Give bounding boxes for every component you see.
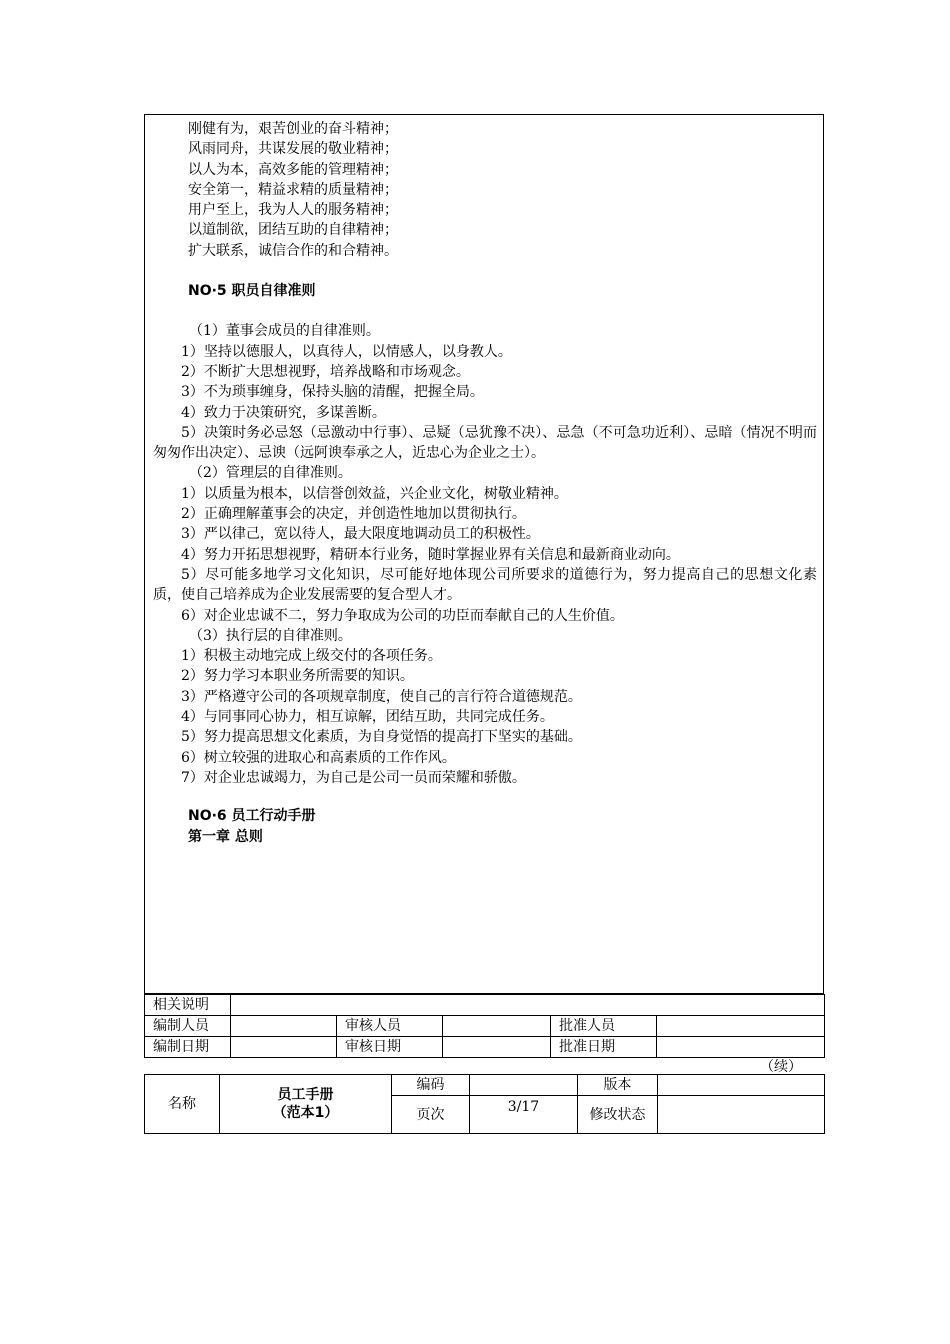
reviewer-value [443,1016,551,1037]
approve-date-label: 批准日期 [551,1037,657,1058]
edit-date-value [231,1037,337,1058]
paragraph: 5）努力提高思想文化素质，为自身觉悟的提高打下坚实的基础。 [181,729,582,746]
name-label: 名称 [145,1075,220,1134]
revision-value [658,1096,825,1134]
code-value [470,1075,578,1096]
document-frame [144,114,824,994]
paragraph: （1）董事会成员的自律准则。 [189,323,380,340]
spirit-list [153,119,817,261]
spirit-line: 风雨同舟，共谋发展的敬业精神； [188,141,398,158]
paragraph: 4）致力于决策研究，多谋善断。 [181,404,386,421]
paragraph: 3）不为琐事缠身，保持头脑的清醒，把握全局。 [181,384,484,401]
approval-table [144,994,825,1058]
paragraph: 5）尽可能多地学习文化知识，尽可能好地体现公司所要求的道德行为，努力提高自己的思想文化素质，使自己培养成为企业发展需要的复合型人才。 [153,566,817,604]
section-heading-6: NO·6 员工行动手册 [188,808,316,825]
reviewer-label: 审核人员 [337,1016,443,1037]
paragraph: 6）对企业忠诚不二，努力争取成为公司的功臣而奉献自己的人生价值。 [181,607,624,624]
paragraph: （2）管理层的自律准则。 [189,465,352,482]
document-body [153,119,817,847]
paragraph: 7）对企业忠诚竭力，为自己是公司一员而荣耀和骄傲。 [181,769,526,786]
revision-label: 修改状态 [578,1096,658,1134]
spirit-line: 安全第一，精益求精的质量精神； [188,181,398,198]
paragraph: 4）努力开拓思想视野，精研本行业务，随时掌握业界有关信息和最新商业动向。 [181,546,680,563]
paragraph: 2）努力学习本职业务所需要的知识。 [181,668,414,685]
spirit-line: 以人为本，高效多能的管理精神； [188,161,398,178]
paragraph: 4）与同事同心协力，相互谅解，团结互助，共同完成任务。 [181,709,554,726]
chapter-heading: 第一章 总则 [188,828,263,845]
title-line: 员工手册 [277,1087,334,1103]
paragraph: 3）严格遵守公司的各项规章制度，使自己的言行符合道德规范。 [181,688,582,705]
spirit-line: 以道制欲，团结互助的自律精神； [188,222,398,239]
paragraph: 2）不断扩大思想视野，培养战略和市场观念。 [181,363,470,380]
edit-date-label: 编制日期 [145,1037,231,1058]
spirit-line: 刚健有为，艰苦创业的奋斗精神； [188,121,398,137]
page-value: 3/17 [470,1096,578,1134]
review-date-label: 审核日期 [337,1037,443,1058]
review-date-value [443,1037,551,1058]
approver-value [657,1016,825,1037]
paragraph: 2）正确理解董事会的决定，并创造性地加以贯彻执行。 [181,506,526,523]
continued-marker: （续） [760,1059,802,1075]
section-heading-5: NO·5 职员自律准则 [188,283,316,300]
approver-label: 批准人员 [551,1016,657,1037]
version-value [658,1075,825,1096]
code-label: 编码 [392,1075,470,1096]
paragraph: （3）执行层的自律准则。 [189,627,352,644]
paragraph: 6）树立较强的进取心和高素质的工作作风。 [181,749,456,766]
paragraph: 3）严以律己，宽以待人，最大限度地调动员工的积极性。 [181,526,540,543]
version-label: 版本 [578,1075,658,1096]
paragraph: 1）积极主动地完成上级交付的各项任务。 [181,648,442,665]
approve-date-value [657,1037,825,1058]
paragraph: 5）决策时务必忌怒（忌激动中行事）、忌疑（忌犹豫不决）、忌急（不可急功近利）、忌暗（情况不明而匆匆作出决定）、忌谀（远阿谀奉承之人，近忠心为企业之士）。 [153,424,817,462]
title-edition: （范本1） [272,1105,339,1121]
document-header-table [144,1074,825,1134]
paragraph: 1）坚持以德服人，以真待人，以情感人，以身教人。 [181,343,512,360]
editor-label: 编制人员 [145,1016,231,1037]
related-label: 相关说明 [145,995,231,1016]
spirit-line: 扩大联系，诚信合作的和合精神。 [188,242,398,259]
editor-value [231,1016,337,1037]
paragraph: 1）以质量为根本，以信誉创效益，兴企业文化，树敬业精神。 [181,485,568,502]
spirit-line: 用户至上，我为人人的服务精神； [188,202,398,219]
document-title [220,1075,392,1134]
page-label: 页次 [392,1096,470,1134]
related-value [231,995,825,1016]
